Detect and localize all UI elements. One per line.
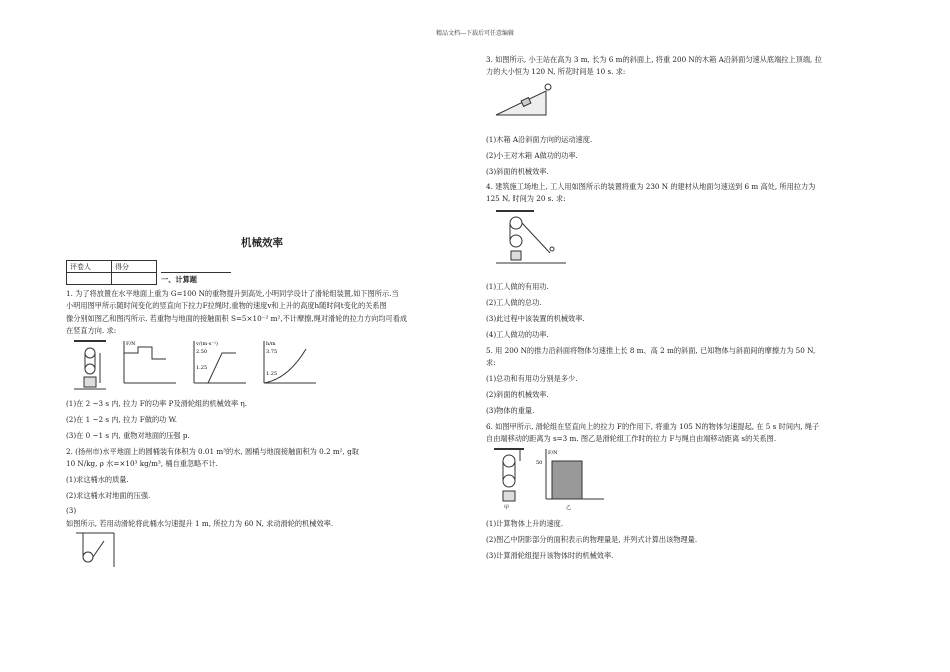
q1-sub: (1)在 2 ~3 s 内, 拉力 F的功率 P及滑轮组的机械效率 η. [66,399,248,409]
q6-graph [536,447,606,511]
q6-line: 自由端移动的距离为 s=3 m. 图乙是滑轮组工作时的拉力 F与绳自由端移动距离 s的关系图. [486,433,777,443]
section-heading: 一、计算题 [161,272,231,285]
score-cell-empty[interactable] [67,273,112,285]
q2-line: 10 N/kg, ρ 水=×10³ kg/m³, 桶自重忽略不计. [66,458,218,468]
q1-line: 1. 为了将放置在水平地面上重为 G=100 N的重物提升到高处,小明同学设计了滑轮组装置,如下图所示.当 [66,289,399,299]
q2-sub3-number: (3) [66,506,77,516]
value-label: 50 [536,460,543,467]
score-table-score: 得分 [112,261,157,273]
q3-line: 力的大小恒为 120 N, 所花时间是 10 s. 求: [486,67,626,77]
fig-caption: 甲 [504,505,510,512]
q5-line: 5. 用 200 N的推力沿斜面将物体匀速推上长 8 m、高 2 m的斜面, 已知物体与斜面间的摩擦力为 50 N, [486,345,816,355]
q2-sub: (1)求这桶水的质量. [66,475,129,485]
q1-graph-velocity [188,339,248,391]
q3-sub: (1)木箱 A沿斜面方向的运动速度. [486,134,593,144]
question-5 [486,346,886,417]
q3-sub: (3)斜面的机械效率. [486,167,549,177]
q2-pulley-figure [74,531,120,567]
page-title: 机械效率 [241,237,283,249]
q1-line: 在竖直方向. 求: [66,325,117,335]
q4-line: 125 N, 时间为 20 s. 求: [486,194,566,204]
q6-sub: (1)计算物体上升的速度. [486,519,564,529]
q3-sub: (2)小王对木箱 A做功的功率. [486,150,578,160]
q4-sub: (1)工人做的有用功. [486,281,549,291]
q3-incline-figure [494,83,554,117]
q2-line: 2. (扬州市)水平地面上的圆桶装有体积为 0.01 m³的水, 圆桶与地面接触面积为 0.2 m², g取 [66,446,359,456]
score-table [66,260,157,285]
q1-graph-height [258,339,318,391]
question-3 [486,55,886,177]
q6-sub: (3)计算滑轮组提升该物体时的机械效率. [486,551,614,561]
axis-label: v/(m·s⁻¹) [196,341,218,348]
score-area [66,260,458,285]
q4-pulley-figure [494,209,568,267]
axis-label: F/N [126,341,136,348]
value-label: 2.50 [196,349,208,356]
score-table-grader: 评卷人 [67,261,112,273]
q5-line: 求: [486,357,496,367]
q1-sub: (3)在 0 ~1 s 内, 重物对地面的压强 p. [66,431,190,441]
page-header: 精品文档---下载后可任意编辑 [435,30,515,37]
q5-sub: (1)总功和有用功分别是多少. [486,374,578,384]
q1-graph-force [118,339,178,391]
q1-line: 像分别如图乙和图丙所示. 若重物与地面的接触面积 S=5×10⁻² m²,不计摩擦,绳对滑轮的拉力方向均可看成 [66,313,408,323]
q1-figures [72,339,458,391]
q1-sub: (2)在 1 ~2 s 内, 拉力 F做的功 W. [66,415,178,425]
q2-sub: (2)求这桶水对地面的压强. [66,491,151,501]
axis-label: F/N [548,450,558,457]
question-6 [486,422,886,562]
q4-line: 4. 建筑施工场地上, 工人用如图所示的装置将重为 230 N 的建材从地面匀速送到 6 m 高处, 所用拉力为 [486,182,816,192]
value-label: 1.25 [266,371,278,378]
q6-line: 6. 如图甲所示, 滑轮组在竖直向上的拉力 F的作用下, 将重为 105 N的物体匀速提起, 在 5 s 时间内, 绳子 [486,421,820,431]
question-2 [66,447,458,570]
q3-line: 3. 如图所示, 小王站在高为 3 m, 长为 6 m的斜面上, 将重 200 N的木箱 A沿斜面匀速从底端拉上顶端, 拉 [486,55,822,64]
q4-sub: (4)工人做功的功率. [486,330,549,340]
q4-sub: (3)此过程中该装置的机械效率. [486,314,585,324]
q6-pulley-figure [492,447,526,511]
value-label: 3.75 [266,349,278,356]
question-4 [486,182,886,340]
q6-sub: (2)图乙中阴影部分的面积表示的物理量是, 并列式计算出该物理量. [486,535,698,545]
q6-figures [492,447,886,511]
q1-pulley-figure [72,339,108,391]
left-column [66,238,458,570]
score-cell-empty[interactable] [112,273,157,285]
right-column [486,55,886,567]
value-label: 1.25 [196,365,208,372]
fig-caption: 乙 [566,505,572,512]
q1-line: 小明用图甲所示随时间变化的竖直向下拉力F拉绳时,重物的速度v和上升的高度h随时间t变化的关系图 [66,301,387,311]
q4-sub: (2)工人做的总功. [486,298,542,308]
q5-sub: (3)物体的重量. [486,406,535,416]
axis-label: h/m [266,341,276,348]
question-1 [66,289,458,441]
q2-sub3-text: 如图所示, 若用动滑轮将此桶水匀速提升 1 m, 所拉力为 60 N, 求动滑轮的机械效率. [66,518,334,528]
q5-sub: (2)斜面的机械效率. [486,390,549,400]
